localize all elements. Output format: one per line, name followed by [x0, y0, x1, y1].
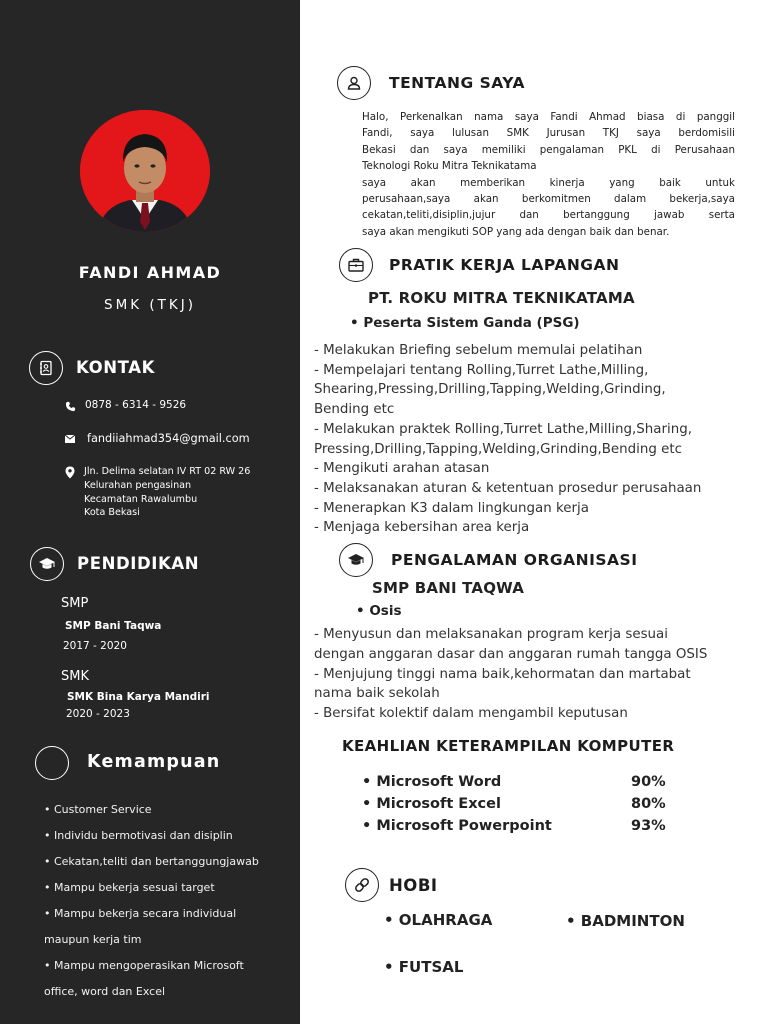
about-line-2: Fandi, saya lulusan SMK Jurusan TKJ saya berdomisili	[362, 127, 735, 140]
internship-duty-5: - Melakukan praktek Rolling,Turret Lathe,Milling,Sharing,	[314, 422, 692, 437]
internship-duty-9: - Menerapkan K3 dalam lingkungan kerja	[314, 500, 589, 516]
computer-skill-name-2: • Microsoft Excel	[362, 796, 501, 812]
organization-position: • Osis	[356, 603, 402, 619]
organization-duty-1: - Menyusun dan melaksanakan program kerja sesuai	[314, 627, 668, 642]
about-section-title: TENTANG SAYA	[389, 74, 526, 92]
sidebar	[0, 0, 300, 1024]
profile-role: SMK (TKJ)	[104, 297, 196, 313]
computer-skill-name-1: • Microsoft Word	[362, 774, 502, 790]
internship-duty-7: - Mengikuti arahan atasan	[314, 461, 490, 476]
hobby-item-1: • OLAHRAGA	[384, 911, 493, 929]
about-line-1: Halo, Perkenalkan nama saya Fandi Ahmad biasa di panggil	[362, 111, 735, 123]
education-years-2: 2020 - 2023	[66, 708, 130, 720]
internship-duty-1: - Melakukan Briefing sebelum memulai pelatihan	[314, 343, 643, 358]
computer-skill-value-1: 90%	[631, 774, 666, 790]
organization-duty-2: dengan anggaran dasar dan anggaran rumah tangga OSIS	[314, 646, 708, 662]
contact-section-title: KONTAK	[76, 358, 156, 377]
ability-line-7: • Mampu mengoperasikan Microsoft	[44, 959, 244, 972]
organization-section-title: PENGALAMAN ORGANISASI	[391, 551, 638, 569]
abilities-section-title: Kemampuan	[87, 752, 221, 772]
organization-duty-4: nama baik sekolah	[314, 686, 440, 701]
graduation-cap-icon	[30, 547, 64, 581]
about-text	[362, 109, 735, 240]
education-level-1: SMP	[61, 596, 89, 611]
about-line-6: perusahaan,saya akan berkomitmen dalam bekerja,saya	[362, 193, 735, 206]
hobbies-section-title: HOBI	[389, 876, 438, 895]
hobby-item-2: • BADMINTON	[566, 912, 685, 930]
graduation-cap-icon	[339, 543, 373, 577]
education-level-2: SMK	[61, 669, 89, 684]
organization-school: SMP BANI TAQWA	[372, 579, 525, 597]
contact-address-line-2: Kelurahan pengasinan	[84, 480, 192, 491]
contact-book-icon	[29, 351, 63, 385]
internship-duty-8: - Melaksanakan aturan & ketentuan prosedur perusahaan	[314, 481, 702, 496]
organization-duty-5: - Bersifat kolektif dalam mengambil keputusan	[314, 706, 628, 721]
education-school-2: SMK Bina Karya Mandiri	[67, 691, 210, 703]
phone-icon	[63, 399, 77, 413]
ability-line-6: maupun kerja tim	[44, 933, 142, 946]
ability-line-5: • Mampu bekerja secara individual	[44, 907, 237, 920]
briefcase-icon	[339, 248, 373, 282]
internship-duty-6: Pressing,Drilling,Tapping,Welding,Grinding,Bending etc	[314, 441, 682, 457]
link-icon	[345, 868, 379, 902]
education-school-1: SMP Bani Taqwa	[65, 620, 162, 632]
profile-photo	[80, 110, 210, 232]
internship-section-title: PRATIK KERJA LAPANGAN	[389, 256, 620, 274]
about-line-8: saya akan mengikuti SOP yang ada dengan baik dan benar.	[362, 225, 670, 238]
internship-duty-4: Bending etc	[314, 401, 395, 417]
education-years-1: 2017 - 2020	[63, 640, 127, 652]
computer-skills-title: KEAHLIAN KETERAMPILAN KOMPUTER	[342, 737, 675, 755]
contact-email[interactable]: fandiiahmad354@gmail.com	[87, 432, 250, 445]
hobby-item-3: • FUTSAL	[384, 958, 464, 976]
email-icon	[63, 432, 77, 446]
ability-line-3: • Cekatan,teliti dan bertanggungjawab	[44, 855, 259, 868]
user-icon	[337, 66, 371, 100]
organization-duty-3: - Menjujung tinggi nama baik,kehormatan dan martabat	[314, 666, 691, 682]
location-icon	[63, 465, 77, 479]
about-line-5: saya akan memberikan kinerja yang baik untuk	[362, 176, 735, 189]
ability-line-1: • Customer Service	[44, 803, 152, 816]
contact-address-line-4: Kota Bekasi	[84, 507, 140, 518]
about-line-4: Teknologi Roku Mitra Teknikatama	[362, 160, 537, 173]
internship-company: PT. ROKU MITRA TEKNIKATAMA	[368, 289, 635, 307]
internship-position: • Peserta Sistem Ganda (PSG)	[350, 315, 580, 331]
blank-circle-icon	[35, 746, 69, 780]
ability-line-2: • Individu bermotivasi dan disiplin	[44, 829, 233, 842]
contact-address-line-3: Kecamatan Rawalumbu	[84, 493, 198, 505]
ability-line-4: • Mampu bekerja sesuai target	[44, 881, 215, 894]
contact-address-line-1: Jln. Delima selatan IV RT 02 RW 26	[84, 466, 251, 477]
ability-line-8: office, word dan Excel	[44, 985, 166, 998]
computer-skill-value-3: 93%	[631, 818, 666, 834]
computer-skill-value-2: 80%	[631, 796, 666, 812]
profile-name: FANDI AHMAD	[78, 263, 222, 282]
about-line-7: cekatan,teliti,disiplin,jujur dan bertanggung jawab serta	[362, 209, 735, 222]
internship-duty-3: Shearing,Pressing,Drilling,Tapping,Welding,Grinding,	[314, 382, 666, 397]
education-section-title: PENDIDIKAN	[77, 554, 200, 573]
contact-phone[interactable]: 0878 - 6314 - 9526	[85, 399, 187, 411]
internship-duty-2: - Mempelajari tentang Rolling,Turret Lathe,Milling,	[314, 362, 649, 378]
about-line-3: Bekasi dan saya memiliki pengalaman PKL di Perusahaan	[362, 143, 735, 156]
computer-skill-name-3: • Microsoft Powerpoint	[362, 818, 552, 834]
internship-duty-10: - Menjaga kebersihan area kerja	[314, 520, 530, 535]
